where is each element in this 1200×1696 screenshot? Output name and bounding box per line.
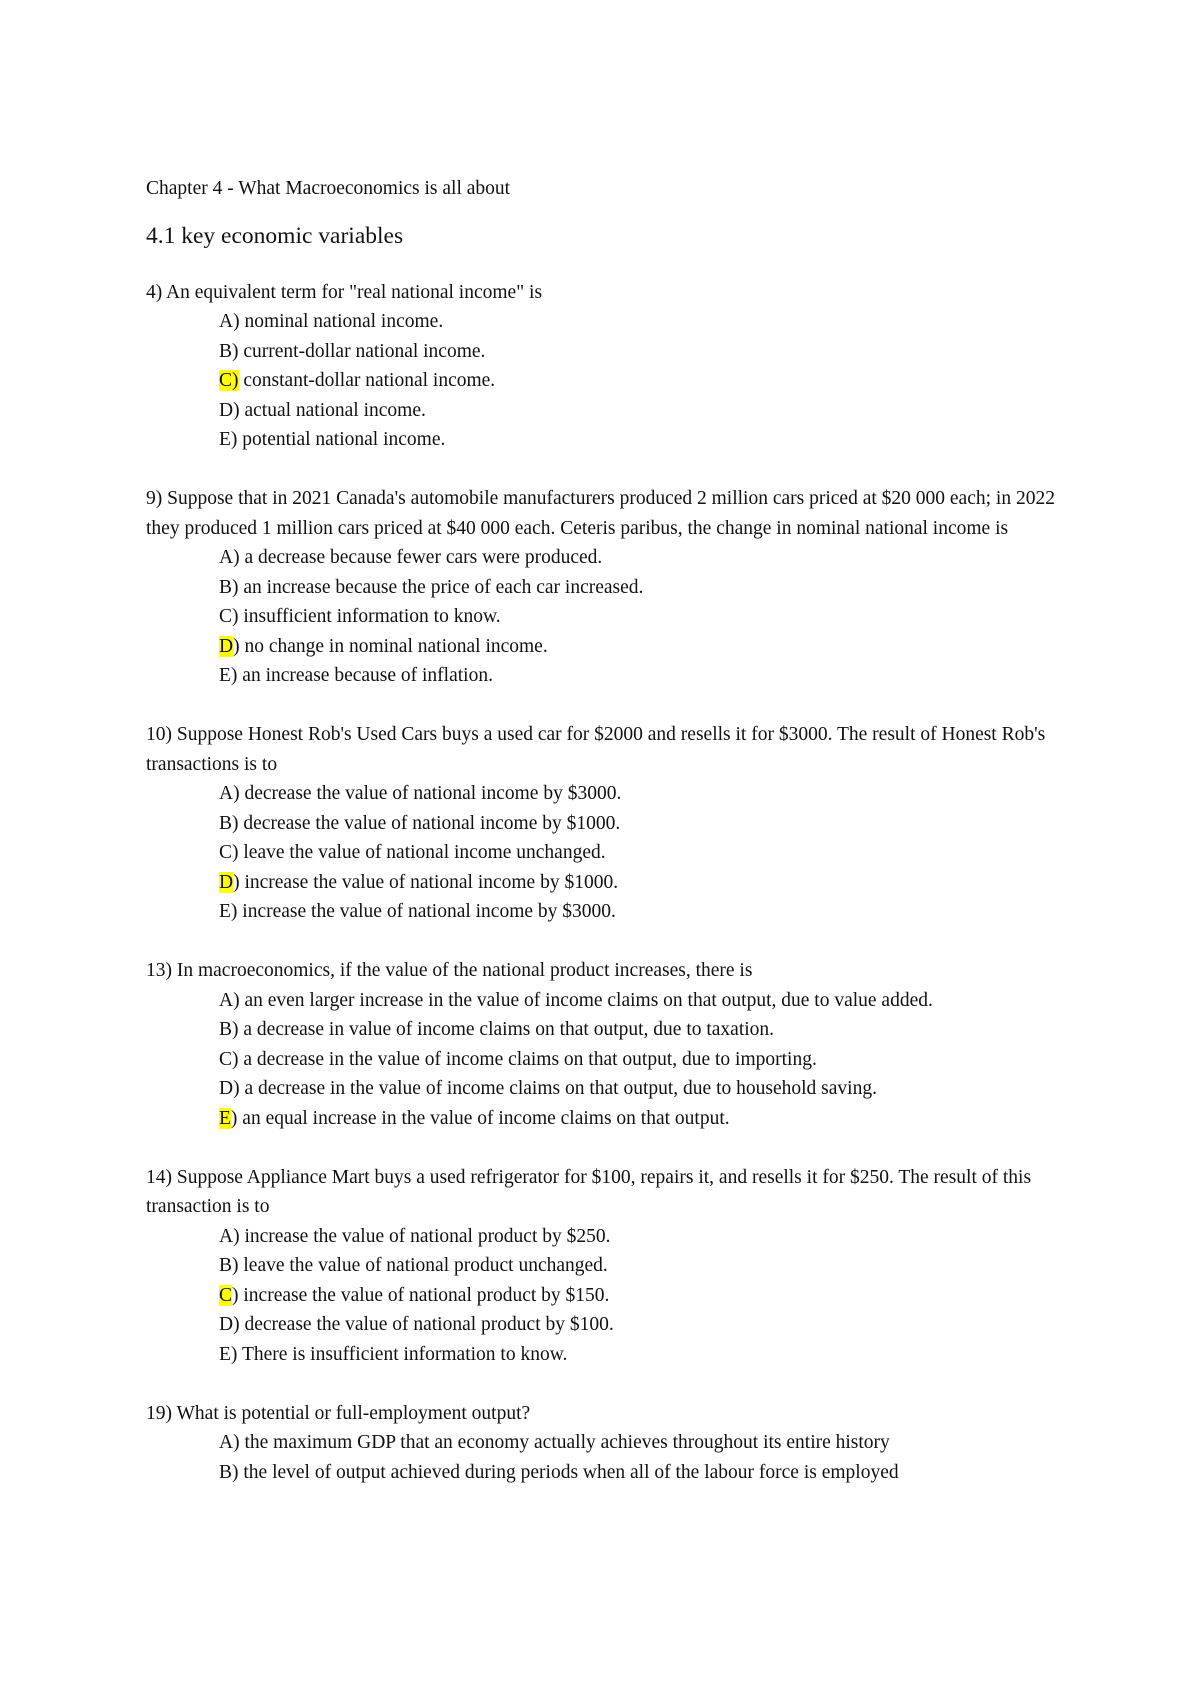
answer-letter: B [219, 576, 233, 598]
highlighted-answer-letter: C) [219, 370, 239, 391]
question-item [146, 956, 1066, 1133]
question-item [146, 720, 1066, 927]
answer-text: ) a decrease in the value of income claims on that output, due to importing. [232, 1048, 817, 1070]
answer-option [219, 1340, 1066, 1370]
answer-options [146, 986, 1066, 1134]
answer-letter: B [219, 812, 233, 834]
answer-letter: B [219, 1019, 233, 1040]
answer-letter: C [219, 1048, 233, 1070]
answer-text: ) potential national income. [230, 429, 446, 450]
question-stem: 9) Suppose that in 2021 Canada's automobile manufacturers produced 2 million cars priced at $20 000 each; in 2022 they produced 1 million cars priced at $40 000 each. Ceteris paribus, the change in nominal national income is [146, 488, 1055, 539]
answer-letter: E [219, 901, 231, 922]
answer-option [219, 632, 1066, 662]
answer-letter: D [219, 1314, 234, 1335]
answer-option [219, 809, 1066, 839]
document-content [146, 174, 1066, 1517]
answer-option [219, 1045, 1066, 1075]
answer-option [219, 779, 1066, 809]
answer-option [219, 543, 1066, 573]
answer-text: ) an increase because the price of each car increased. [232, 576, 644, 598]
answer-option [219, 897, 1066, 927]
answer-text: ) a decrease in value of income claims on that output, due to taxation. [232, 1019, 775, 1040]
answer-option [219, 1074, 1066, 1104]
answer-text: ) an even larger increase in the value of income claims on that output, due to value added. [233, 989, 933, 1011]
answer-option [219, 337, 1066, 367]
question-stem: 14) Suppose Appliance Mart buys a used refrigerator for $100, repairs it, and resells it for $250. The result of this transaction is to [146, 1166, 1032, 1217]
answer-letter: A [219, 783, 234, 804]
answer-letter: E [219, 1343, 231, 1365]
question-item [146, 1163, 1066, 1370]
answer-text: ) leave the value of national product unchanged. [232, 1255, 608, 1276]
answer-letter: B [219, 1461, 233, 1483]
question-stem: 4) An equivalent term for "real national income" is [146, 281, 543, 303]
answer-text: ) a decrease in the value of income claims on that output, due to household saving. [233, 1078, 877, 1099]
answer-options [146, 1428, 1066, 1487]
question-item [146, 484, 1066, 691]
answer-option [219, 1281, 1066, 1311]
answer-text: ) actual national income. [233, 399, 426, 421]
question-stem: 10) Suppose Honest Rob's Used Cars buys a used car for $2000 and resells it for $3000. The result of Honest Rob's transactions is to [146, 724, 1046, 775]
answer-text: ) an equal increase in the value of income claims on that output. [230, 1107, 730, 1129]
answer-options [146, 543, 1066, 691]
answer-text: ) There is insufficient information to know. [230, 1343, 568, 1365]
answer-letter: D [219, 1078, 234, 1099]
section-heading: 4.1 key economic variables [146, 222, 404, 249]
question-list [146, 278, 1066, 1488]
answer-option [219, 1104, 1066, 1134]
answer-letter: B [219, 1255, 233, 1276]
answer-text: ) decrease the value of national income by $3000. [233, 783, 622, 804]
highlighted-answer-letter: D [219, 635, 234, 657]
answer-letter: C [219, 842, 233, 863]
answer-option [219, 1458, 1066, 1488]
answer-text: constant-dollar national income. [238, 370, 496, 391]
answer-text: ) the level of output achieved during periods when all of the labour force is employed [232, 1461, 899, 1483]
question-stem: 19) What is potential or full-employment output? [146, 1402, 531, 1424]
answer-option [219, 396, 1066, 426]
answer-option [219, 868, 1066, 898]
question-item [146, 278, 1066, 455]
answer-text: ) increase the value of national product by $250. [233, 1225, 611, 1247]
chapter-title: Chapter 4 - What Macroeconomics is all about [146, 178, 511, 199]
answer-option [219, 573, 1066, 603]
answer-letter: A [219, 989, 234, 1011]
answer-text: ) a decrease because fewer cars were produced. [233, 547, 603, 568]
answer-letter: C [219, 606, 233, 627]
answer-option [219, 425, 1066, 455]
answer-option [219, 986, 1066, 1016]
highlighted-answer-letter: D [219, 871, 234, 893]
question-stem: 13) In macroeconomics, if the value of the national product increases, there is [146, 960, 753, 981]
answer-option [219, 1015, 1066, 1045]
answer-options [146, 779, 1066, 927]
answer-options [146, 1222, 1066, 1370]
answer-letter: A [219, 1432, 234, 1453]
answer-letter: A [219, 311, 234, 332]
answer-option [219, 1310, 1066, 1340]
answer-options [146, 307, 1066, 455]
answer-text: ) increase the value of national income by $1000. [233, 871, 619, 893]
answer-letter: A [219, 1225, 234, 1247]
answer-text: ) current-dollar national income. [232, 340, 486, 362]
highlighted-answer-letter: C [219, 1284, 233, 1306]
answer-letter: D [219, 399, 234, 421]
answer-option [219, 661, 1066, 691]
answer-option [219, 1251, 1066, 1281]
question-item [146, 1399, 1066, 1488]
answer-letter: B [219, 340, 233, 362]
answer-text: ) leave the value of national income unchanged. [232, 842, 606, 863]
answer-text: ) decrease the value of national product by $100. [233, 1314, 614, 1335]
answer-text: ) no change in nominal national income. [233, 635, 548, 657]
answer-text: ) the maximum GDP that an economy actually achieves throughout its entire history [233, 1432, 890, 1453]
answer-letter: A [219, 547, 234, 568]
answer-text: ) increase the value of national product by $150. [232, 1284, 610, 1306]
answer-option [219, 1428, 1066, 1458]
answer-letter: E [219, 665, 231, 686]
answer-option [219, 602, 1066, 632]
answer-text: ) nominal national income. [233, 311, 444, 332]
answer-letter: E [219, 429, 231, 450]
answer-text: ) insufficient information to know. [232, 606, 501, 627]
answer-option [219, 838, 1066, 868]
answer-text: ) decrease the value of national income by $1000. [232, 812, 621, 834]
answer-option [219, 307, 1066, 337]
answer-text: ) an increase because of inflation. [230, 665, 493, 686]
answer-text: ) increase the value of national income by $3000. [230, 901, 616, 922]
answer-option [219, 1222, 1066, 1252]
highlighted-answer-letter: E [219, 1107, 231, 1129]
answer-option [219, 366, 1066, 396]
